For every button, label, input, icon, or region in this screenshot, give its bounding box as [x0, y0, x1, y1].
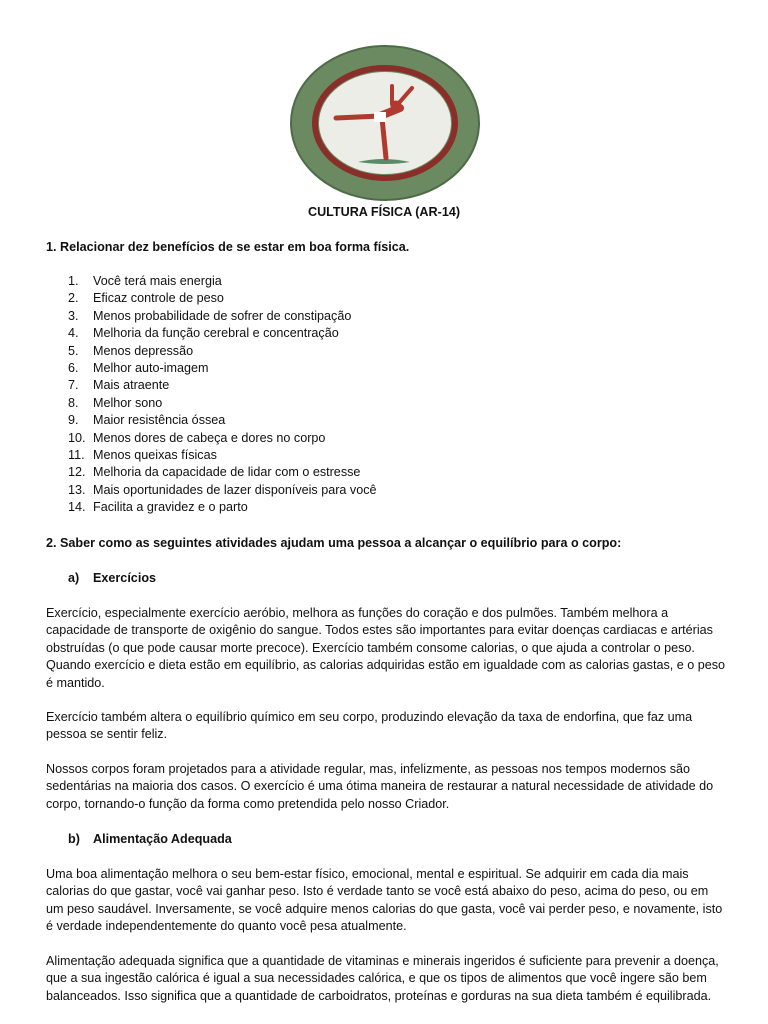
list-item-text: Melhoria da função cerebral e concentração — [93, 326, 339, 341]
list-item-number: 9. — [68, 413, 79, 428]
subsection-b-label: b) — [68, 832, 80, 846]
list-item-text: Menos probabilidade de sofrer de constipação — [93, 308, 352, 323]
list-item-number: 4. — [68, 326, 79, 341]
subsection-a-title: Exercícios — [93, 571, 157, 585]
list-item-text: Mais atraente — [93, 378, 170, 393]
subsection-b-title: Alimentação Adequada — [93, 832, 232, 846]
exercise-paragraph-2: Exercício também altera o equilíbrio químico em seu corpo, produzindo elevação da taxa de endorfina, que faz uma pessoa se sentir feliz. — [46, 710, 693, 742]
exercise-paragraph-1: Exercício, especialmente exercício aeróbio, melhora as funções do coração e dos pulmões. Também melhora a capacidade de transporte de oxigênio do sangue. Todos estes são importantes para evitar doenças cardiacas e artérias obstruídas (o que pode causar morte precoce). Exercício também consome calorias, o que ajuda a controlar o peso. Quando exercício e dieta estão em equilíbrio, as calorias adquiridas estão em igualdade com as calorias gastas, e o peso é mantido. — [46, 606, 726, 690]
benefits-list — [68, 273, 377, 516]
list-item — [68, 290, 377, 307]
list-item-text: Você terá mais energia — [93, 274, 222, 288]
list-item — [68, 412, 377, 429]
list-item-text: Maior resistência óssea — [93, 413, 226, 428]
exercise-paragraph-3: Nossos corpos foram projetados para a atividade regular, mas, infelizmente, as pessoas nos tempos modernos são sedentárias na maioria dos casos. O exercício é uma ótima maneira de restaurar a natural necessidade de atividade do corpo, tornando-o função da forma como pretendida pelo nosso Criador. — [46, 762, 714, 811]
list-item — [68, 447, 377, 464]
list-item-number: 13. — [68, 482, 86, 497]
nutrition-paragraph-2: Alimentação adequada significa que a quantidade de vitaminas e minerais ingeridos é suficiente para prevenir a doença, que a sua ingestão calórica é igual a sua necessidades calórica, e que os tipos de alimentos que você ingere são bem balanceados. Isso significa que a quantidade de carboidratos, proteínas e gorduras na sua dieta também é equilibrada. — [46, 954, 719, 1003]
list-item-number: 12. — [68, 465, 86, 480]
list-item — [68, 377, 377, 394]
list-item-text: Facilita a gravidez e o parto — [93, 500, 248, 515]
subsection-b-heading — [68, 831, 232, 848]
list-item-text: Eficaz controle de peso — [93, 291, 224, 306]
list-item-text: Mais oportunidades de lazer disponíveis para você — [93, 482, 377, 497]
list-item-number: 2. — [68, 291, 79, 306]
list-item — [68, 273, 377, 290]
list-item-number: 1. — [68, 274, 79, 288]
subsection-a-label: a) — [68, 571, 80, 585]
list-item-number: 7. — [68, 378, 79, 393]
list-item-text: Melhor auto-imagem — [93, 360, 209, 375]
list-item — [68, 499, 377, 516]
list-item-number: 8. — [68, 395, 79, 410]
list-item — [68, 395, 377, 412]
list-item-number: 11. — [68, 447, 85, 462]
list-item-text: Menos depressão — [93, 343, 194, 358]
list-item-number: 3. — [68, 308, 79, 323]
list-item-text: Melhor sono — [93, 395, 163, 410]
list-item-number: 6. — [68, 360, 79, 375]
list-item — [68, 464, 377, 481]
list-item-text: Melhoria da capacidade de lidar com o estresse — [93, 465, 361, 480]
list-item — [68, 308, 377, 325]
list-item — [68, 482, 377, 499]
list-item-number: 5. — [68, 343, 79, 358]
nutrition-paragraph-1: Uma boa alimentação melhora o seu bem-estar físico, emocional, mental e espiritual. Se adquirir em cada dia mais calorias do que gastar, você vai ganhar peso. Isto é verdade tanto se você está abaixo do peso, acima do peso, ou em um peso saudável. Inversamente, se você adquire menos calorias do que gasta, você vai perder peso, e novamente, isto é verdade independentemente do quanto você pesa atualmente. — [46, 867, 723, 934]
gymnast-emblem-icon — [288, 44, 482, 202]
list-item-text: Menos dores de cabeça e dores no corpo — [93, 430, 326, 445]
list-item — [68, 325, 377, 342]
list-item — [68, 430, 377, 447]
question-2: 2. Saber como as seguintes atividades ajudam uma pessoa a alcançar o equilíbrio para o corpo: — [46, 536, 622, 550]
list-item-number: 14. — [68, 500, 86, 515]
list-item-number: 10. — [68, 430, 86, 445]
list-item — [68, 360, 377, 377]
question-1: 1. Relacionar dez benefícios de se estar em boa forma física. — [46, 240, 410, 254]
page-title: CULTURA FÍSICA (AR-14) — [307, 205, 461, 219]
subsection-a-heading — [68, 570, 156, 587]
list-item — [68, 343, 377, 360]
list-item-text: Menos queixas físicas — [93, 447, 217, 462]
